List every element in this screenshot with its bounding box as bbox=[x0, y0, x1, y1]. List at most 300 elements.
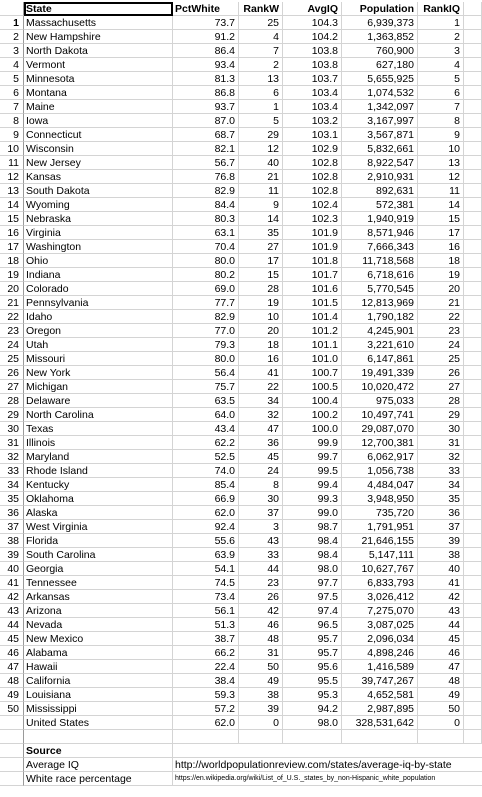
pctwhite-cell[interactable]: 87.0 bbox=[173, 114, 239, 128]
state-cell[interactable]: Massachusetts bbox=[24, 16, 173, 30]
pctwhite-cell[interactable]: 66.2 bbox=[173, 646, 239, 660]
state-cell[interactable]: Rhode Island bbox=[24, 464, 173, 478]
empty-cell[interactable] bbox=[464, 58, 482, 72]
avgiq-cell[interactable]: 99.9 bbox=[283, 436, 342, 450]
rankw-cell[interactable]: 12 bbox=[239, 142, 283, 156]
avgiq-cell[interactable]: 104.2 bbox=[283, 30, 342, 44]
pctwhite-cell[interactable]: 56.1 bbox=[173, 604, 239, 618]
pctwhite-cell[interactable]: 80.0 bbox=[173, 352, 239, 366]
population-cell[interactable]: 10,497,741 bbox=[342, 408, 418, 422]
rankiq-cell[interactable]: 34 bbox=[418, 478, 464, 492]
pctwhite-cell[interactable]: 75.7 bbox=[173, 380, 239, 394]
avgiq-cell[interactable]: 95.7 bbox=[283, 646, 342, 660]
state-cell[interactable]: New Jersey bbox=[24, 156, 173, 170]
row-header[interactable]: 47 bbox=[0, 660, 24, 674]
state-cell[interactable]: Alaska bbox=[24, 506, 173, 520]
row-header[interactable]: 9 bbox=[0, 128, 24, 142]
rankiq-cell[interactable]: 24 bbox=[418, 338, 464, 352]
population-cell[interactable]: 19,491,339 bbox=[342, 366, 418, 380]
population-cell[interactable]: 21,646,155 bbox=[342, 534, 418, 548]
empty-cell[interactable] bbox=[464, 16, 482, 30]
rankw-cell[interactable]: 24 bbox=[239, 464, 283, 478]
row-header[interactable] bbox=[0, 772, 24, 786]
avgiq-cell[interactable]: 102.8 bbox=[283, 170, 342, 184]
pctwhite-cell[interactable]: 57.2 bbox=[173, 702, 239, 716]
avgiq-cell[interactable]: 101.5 bbox=[283, 296, 342, 310]
rankw-cell[interactable]: 23 bbox=[239, 576, 283, 590]
population-cell[interactable]: 4,898,246 bbox=[342, 646, 418, 660]
avgiq-cell[interactable]: 98.4 bbox=[283, 534, 342, 548]
empty-cell[interactable] bbox=[464, 716, 482, 730]
rankiq-cell[interactable]: 48 bbox=[418, 674, 464, 688]
state-cell[interactable]: South Dakota bbox=[24, 184, 173, 198]
rankw-cell[interactable]: 32 bbox=[239, 408, 283, 422]
row-header[interactable] bbox=[0, 758, 24, 772]
rankw-cell[interactable]: 50 bbox=[239, 660, 283, 674]
empty-cell[interactable] bbox=[464, 170, 482, 184]
rankiq-cell[interactable]: 14 bbox=[418, 198, 464, 212]
rankw-cell[interactable]: 31 bbox=[239, 646, 283, 660]
state-cell[interactable]: Vermont bbox=[24, 58, 173, 72]
avgiq-cell[interactable]: 97.5 bbox=[283, 590, 342, 604]
rankw-cell[interactable]: 19 bbox=[239, 296, 283, 310]
avgiq-cell[interactable]: 99.3 bbox=[283, 492, 342, 506]
rankiq-cell[interactable]: 37 bbox=[418, 520, 464, 534]
empty-cell[interactable] bbox=[464, 450, 482, 464]
population-cell[interactable]: 3,948,950 bbox=[342, 492, 418, 506]
rankw-cell[interactable]: 29 bbox=[239, 128, 283, 142]
avgiq-cell[interactable]: 98.7 bbox=[283, 520, 342, 534]
rankw-cell[interactable]: 5 bbox=[239, 114, 283, 128]
empty-cell[interactable] bbox=[464, 212, 482, 226]
header-avgiq[interactable]: AvgIQ bbox=[283, 2, 342, 16]
row-header[interactable]: 43 bbox=[0, 604, 24, 618]
rankiq-cell[interactable]: 20 bbox=[418, 282, 464, 296]
empty-cell[interactable] bbox=[464, 268, 482, 282]
empty-cell[interactable] bbox=[283, 730, 342, 744]
rankiq-cell[interactable]: 5 bbox=[418, 72, 464, 86]
state-cell[interactable]: Wisconsin bbox=[24, 142, 173, 156]
population-cell[interactable]: 735,720 bbox=[342, 506, 418, 520]
pctwhite-cell[interactable]: 76.8 bbox=[173, 170, 239, 184]
rankw-cell[interactable]: 39 bbox=[239, 702, 283, 716]
row-header[interactable]: 4 bbox=[0, 58, 24, 72]
row-header[interactable]: 30 bbox=[0, 422, 24, 436]
header-state[interactable]: State bbox=[24, 2, 173, 16]
population-cell[interactable]: 328,531,642 bbox=[342, 716, 418, 730]
state-cell[interactable]: Mississippi bbox=[24, 702, 173, 716]
rankiq-cell[interactable]: 4 bbox=[418, 58, 464, 72]
row-header[interactable]: 19 bbox=[0, 268, 24, 282]
population-cell[interactable]: 5,832,661 bbox=[342, 142, 418, 156]
row-header[interactable]: 31 bbox=[0, 436, 24, 450]
population-cell[interactable]: 6,833,793 bbox=[342, 576, 418, 590]
pctwhite-cell[interactable]: 68.7 bbox=[173, 128, 239, 142]
row-header[interactable]: 34 bbox=[0, 478, 24, 492]
state-cell[interactable]: South Carolina bbox=[24, 548, 173, 562]
pctwhite-cell[interactable]: 93.4 bbox=[173, 58, 239, 72]
pctwhite-cell[interactable]: 82.9 bbox=[173, 310, 239, 324]
row-header[interactable]: 15 bbox=[0, 212, 24, 226]
rankiq-cell[interactable]: 8 bbox=[418, 114, 464, 128]
avgiq-cell[interactable]: 102.9 bbox=[283, 142, 342, 156]
population-cell[interactable]: 12,813,969 bbox=[342, 296, 418, 310]
rankw-cell[interactable]: 33 bbox=[239, 548, 283, 562]
avgiq-cell[interactable]: 103.2 bbox=[283, 114, 342, 128]
avgiq-cell[interactable]: 94.2 bbox=[283, 702, 342, 716]
state-cell[interactable]: Arkansas bbox=[24, 590, 173, 604]
rankiq-cell[interactable]: 35 bbox=[418, 492, 464, 506]
empty-cell[interactable] bbox=[464, 296, 482, 310]
rankiq-cell[interactable]: 45 bbox=[418, 632, 464, 646]
row-header[interactable]: 45 bbox=[0, 632, 24, 646]
population-cell[interactable]: 6,147,861 bbox=[342, 352, 418, 366]
population-cell[interactable]: 1,342,097 bbox=[342, 100, 418, 114]
rankiq-cell[interactable]: 19 bbox=[418, 268, 464, 282]
rankw-cell[interactable]: 41 bbox=[239, 366, 283, 380]
row-header[interactable]: 33 bbox=[0, 464, 24, 478]
avgiq-cell[interactable]: 103.1 bbox=[283, 128, 342, 142]
state-cell[interactable]: Colorado bbox=[24, 282, 173, 296]
empty-cell[interactable] bbox=[464, 100, 482, 114]
pctwhite-cell[interactable]: 56.7 bbox=[173, 156, 239, 170]
rankw-cell[interactable]: 47 bbox=[239, 422, 283, 436]
pctwhite-cell[interactable]: 73.4 bbox=[173, 590, 239, 604]
population-cell[interactable]: 975,033 bbox=[342, 394, 418, 408]
rankiq-cell[interactable]: 43 bbox=[418, 604, 464, 618]
empty-cell[interactable] bbox=[464, 128, 482, 142]
pctwhite-cell[interactable]: 81.3 bbox=[173, 72, 239, 86]
row-header[interactable]: 42 bbox=[0, 590, 24, 604]
state-cell[interactable]: Maryland bbox=[24, 450, 173, 464]
state-cell[interactable]: Iowa bbox=[24, 114, 173, 128]
rankw-cell[interactable]: 10 bbox=[239, 310, 283, 324]
state-cell[interactable]: Hawaii bbox=[24, 660, 173, 674]
avgiq-cell[interactable]: 101.0 bbox=[283, 352, 342, 366]
population-cell[interactable]: 3,167,997 bbox=[342, 114, 418, 128]
population-cell[interactable]: 7,275,070 bbox=[342, 604, 418, 618]
avgiq-cell[interactable]: 103.7 bbox=[283, 72, 342, 86]
empty-cell[interactable] bbox=[464, 688, 482, 702]
rankw-cell[interactable]: 43 bbox=[239, 534, 283, 548]
row-header[interactable] bbox=[0, 730, 24, 744]
empty-cell[interactable] bbox=[464, 604, 482, 618]
row-header[interactable]: 7 bbox=[0, 100, 24, 114]
empty-cell[interactable] bbox=[24, 730, 173, 744]
pctwhite-cell[interactable]: 51.3 bbox=[173, 618, 239, 632]
pctwhite-cell[interactable]: 55.6 bbox=[173, 534, 239, 548]
avgiq-cell[interactable]: 98.0 bbox=[283, 562, 342, 576]
rankw-cell[interactable]: 28 bbox=[239, 282, 283, 296]
rankw-cell[interactable]: 34 bbox=[239, 394, 283, 408]
state-cell[interactable]: New Hampshire bbox=[24, 30, 173, 44]
pctwhite-cell[interactable]: 80.3 bbox=[173, 212, 239, 226]
empty-cell[interactable] bbox=[464, 520, 482, 534]
rankiq-cell[interactable]: 46 bbox=[418, 646, 464, 660]
rankw-cell[interactable]: 18 bbox=[239, 338, 283, 352]
rankiq-cell[interactable]: 27 bbox=[418, 380, 464, 394]
population-cell[interactable]: 1,790,182 bbox=[342, 310, 418, 324]
population-cell[interactable]: 1,940,919 bbox=[342, 212, 418, 226]
avgiq-cell[interactable]: 101.8 bbox=[283, 254, 342, 268]
population-cell[interactable]: 7,666,343 bbox=[342, 240, 418, 254]
avgiq-cell[interactable]: 95.6 bbox=[283, 660, 342, 674]
state-cell[interactable]: West Virginia bbox=[24, 520, 173, 534]
rankw-cell[interactable]: 1 bbox=[239, 100, 283, 114]
pctwhite-cell[interactable]: 66.9 bbox=[173, 492, 239, 506]
row-header[interactable]: 23 bbox=[0, 324, 24, 338]
row-header-corner[interactable] bbox=[0, 2, 24, 16]
row-header[interactable]: 48 bbox=[0, 674, 24, 688]
empty-cell[interactable] bbox=[464, 674, 482, 688]
state-cell[interactable]: Georgia bbox=[24, 562, 173, 576]
empty-cell[interactable] bbox=[418, 730, 464, 744]
pctwhite-cell[interactable]: 62.0 bbox=[173, 506, 239, 520]
empty-cell[interactable] bbox=[464, 30, 482, 44]
state-cell[interactable]: Indiana bbox=[24, 268, 173, 282]
rankiq-cell[interactable]: 30 bbox=[418, 422, 464, 436]
row-header[interactable]: 32 bbox=[0, 450, 24, 464]
pctwhite-cell[interactable]: 82.9 bbox=[173, 184, 239, 198]
rankiq-cell[interactable]: 39 bbox=[418, 534, 464, 548]
row-header[interactable]: 20 bbox=[0, 282, 24, 296]
rankw-cell[interactable]: 11 bbox=[239, 184, 283, 198]
rankw-cell[interactable]: 13 bbox=[239, 72, 283, 86]
row-header[interactable]: 28 bbox=[0, 394, 24, 408]
empty-cell[interactable] bbox=[239, 730, 283, 744]
avgiq-cell[interactable]: 103.8 bbox=[283, 58, 342, 72]
rankiq-cell[interactable]: 49 bbox=[418, 688, 464, 702]
empty-cell[interactable] bbox=[464, 408, 482, 422]
population-cell[interactable]: 3,567,871 bbox=[342, 128, 418, 142]
avgiq-cell[interactable]: 102.8 bbox=[283, 156, 342, 170]
row-header[interactable] bbox=[0, 716, 24, 730]
rankw-cell[interactable]: 7 bbox=[239, 44, 283, 58]
avgiq-cell[interactable]: 100.2 bbox=[283, 408, 342, 422]
rankiq-cell[interactable]: 40 bbox=[418, 562, 464, 576]
avgiq-cell[interactable]: 101.9 bbox=[283, 240, 342, 254]
source-avg-iq-url[interactable]: http://worldpopulationreview.com/states/average-iq-by-state bbox=[173, 758, 482, 772]
empty-cell[interactable] bbox=[464, 142, 482, 156]
avgiq-cell[interactable]: 98.0 bbox=[283, 716, 342, 730]
avgiq-cell[interactable]: 102.4 bbox=[283, 198, 342, 212]
avgiq-cell[interactable]: 96.5 bbox=[283, 618, 342, 632]
pctwhite-cell[interactable]: 22.4 bbox=[173, 660, 239, 674]
row-header[interactable] bbox=[0, 744, 24, 758]
rankiq-cell[interactable]: 11 bbox=[418, 184, 464, 198]
population-cell[interactable]: 3,087,025 bbox=[342, 618, 418, 632]
state-cell[interactable]: Florida bbox=[24, 534, 173, 548]
pctwhite-cell[interactable]: 64.0 bbox=[173, 408, 239, 422]
rankw-cell[interactable]: 36 bbox=[239, 436, 283, 450]
pctwhite-cell[interactable]: 59.3 bbox=[173, 688, 239, 702]
avgiq-cell[interactable]: 101.7 bbox=[283, 268, 342, 282]
rankiq-cell[interactable]: 3 bbox=[418, 44, 464, 58]
state-cell[interactable]: Maine bbox=[24, 100, 173, 114]
header-population[interactable]: Population bbox=[342, 2, 418, 16]
rankw-cell[interactable]: 48 bbox=[239, 632, 283, 646]
pctwhite-cell[interactable]: 74.0 bbox=[173, 464, 239, 478]
rankiq-cell[interactable]: 26 bbox=[418, 366, 464, 380]
rankiq-cell[interactable]: 6 bbox=[418, 86, 464, 100]
empty-cell[interactable] bbox=[464, 632, 482, 646]
row-header[interactable]: 17 bbox=[0, 240, 24, 254]
avgiq-cell[interactable]: 100.5 bbox=[283, 380, 342, 394]
rankw-cell[interactable]: 16 bbox=[239, 352, 283, 366]
empty-cell[interactable] bbox=[464, 562, 482, 576]
pctwhite-cell[interactable]: 63.1 bbox=[173, 226, 239, 240]
state-cell[interactable]: Minnesota bbox=[24, 72, 173, 86]
empty-cell[interactable] bbox=[464, 338, 482, 352]
state-cell[interactable]: North Dakota bbox=[24, 44, 173, 58]
empty-cell[interactable] bbox=[464, 576, 482, 590]
row-header[interactable]: 6 bbox=[0, 86, 24, 100]
rankiq-cell[interactable]: 50 bbox=[418, 702, 464, 716]
population-cell[interactable]: 10,627,767 bbox=[342, 562, 418, 576]
population-cell[interactable]: 8,571,946 bbox=[342, 226, 418, 240]
rankw-cell[interactable]: 35 bbox=[239, 226, 283, 240]
row-header[interactable]: 26 bbox=[0, 366, 24, 380]
rankiq-cell[interactable]: 28 bbox=[418, 394, 464, 408]
row-header[interactable]: 37 bbox=[0, 520, 24, 534]
rankiq-cell[interactable]: 15 bbox=[418, 212, 464, 226]
population-cell[interactable]: 6,718,616 bbox=[342, 268, 418, 282]
empty-cell[interactable] bbox=[464, 730, 482, 744]
state-cell[interactable]: Michigan bbox=[24, 380, 173, 394]
avgiq-cell[interactable]: 97.7 bbox=[283, 576, 342, 590]
empty-cell[interactable] bbox=[464, 114, 482, 128]
state-cell[interactable]: Nevada bbox=[24, 618, 173, 632]
pctwhite-cell[interactable]: 38.7 bbox=[173, 632, 239, 646]
rankw-cell[interactable]: 30 bbox=[239, 492, 283, 506]
empty-cell[interactable] bbox=[464, 86, 482, 100]
row-header[interactable]: 5 bbox=[0, 72, 24, 86]
rankw-cell[interactable]: 15 bbox=[239, 268, 283, 282]
avgiq-cell[interactable]: 102.3 bbox=[283, 212, 342, 226]
population-cell[interactable]: 760,900 bbox=[342, 44, 418, 58]
rankiq-cell[interactable]: 25 bbox=[418, 352, 464, 366]
rankw-cell[interactable]: 46 bbox=[239, 618, 283, 632]
rankiq-cell[interactable]: 18 bbox=[418, 254, 464, 268]
population-cell[interactable]: 2,910,931 bbox=[342, 170, 418, 184]
empty-cell[interactable] bbox=[464, 310, 482, 324]
row-header[interactable]: 22 bbox=[0, 310, 24, 324]
state-cell[interactable]: Illinois bbox=[24, 436, 173, 450]
pctwhite-cell[interactable]: 52.5 bbox=[173, 450, 239, 464]
population-cell[interactable]: 5,655,925 bbox=[342, 72, 418, 86]
avgiq-cell[interactable]: 99.7 bbox=[283, 450, 342, 464]
rankiq-cell[interactable]: 1 bbox=[418, 16, 464, 30]
state-cell[interactable]: Kentucky bbox=[24, 478, 173, 492]
rankiq-cell[interactable]: 36 bbox=[418, 506, 464, 520]
population-cell[interactable]: 1,791,951 bbox=[342, 520, 418, 534]
empty-cell[interactable] bbox=[464, 534, 482, 548]
rankw-cell[interactable]: 38 bbox=[239, 688, 283, 702]
row-header[interactable]: 40 bbox=[0, 562, 24, 576]
state-cell[interactable]: Oregon bbox=[24, 324, 173, 338]
row-header[interactable]: 21 bbox=[0, 296, 24, 310]
rankw-cell[interactable]: 37 bbox=[239, 506, 283, 520]
state-cell[interactable]: Oklahoma bbox=[24, 492, 173, 506]
avgiq-cell[interactable]: 101.6 bbox=[283, 282, 342, 296]
empty-cell[interactable] bbox=[464, 2, 482, 16]
avgiq-cell[interactable]: 102.8 bbox=[283, 184, 342, 198]
header-rankw[interactable]: RankW bbox=[239, 2, 283, 16]
empty-cell[interactable] bbox=[464, 660, 482, 674]
rankiq-cell[interactable]: 21 bbox=[418, 296, 464, 310]
avgiq-cell[interactable]: 101.4 bbox=[283, 310, 342, 324]
rankiq-cell[interactable]: 23 bbox=[418, 324, 464, 338]
empty-cell[interactable] bbox=[464, 464, 482, 478]
avgiq-cell[interactable]: 99.5 bbox=[283, 464, 342, 478]
avgiq-cell[interactable]: 104.3 bbox=[283, 16, 342, 30]
population-cell[interactable]: 1,074,532 bbox=[342, 86, 418, 100]
row-header[interactable]: 49 bbox=[0, 688, 24, 702]
pctwhite-cell[interactable]: 69.0 bbox=[173, 282, 239, 296]
state-cell[interactable]: Montana bbox=[24, 86, 173, 100]
state-cell[interactable]: New York bbox=[24, 366, 173, 380]
state-cell[interactable]: Arizona bbox=[24, 604, 173, 618]
pctwhite-cell[interactable]: 62.2 bbox=[173, 436, 239, 450]
population-cell[interactable]: 4,652,581 bbox=[342, 688, 418, 702]
rankw-cell[interactable]: 44 bbox=[239, 562, 283, 576]
row-header[interactable]: 12 bbox=[0, 170, 24, 184]
rankw-cell[interactable]: 45 bbox=[239, 450, 283, 464]
rankiq-cell[interactable]: 38 bbox=[418, 548, 464, 562]
rankiq-cell[interactable]: 13 bbox=[418, 156, 464, 170]
avgiq-cell[interactable]: 100.4 bbox=[283, 394, 342, 408]
state-cell[interactable]: Missouri bbox=[24, 352, 173, 366]
row-header[interactable]: 13 bbox=[0, 184, 24, 198]
rankw-cell[interactable]: 40 bbox=[239, 156, 283, 170]
empty-cell[interactable] bbox=[464, 618, 482, 632]
population-cell[interactable]: 39,747,267 bbox=[342, 674, 418, 688]
rankw-cell[interactable]: 49 bbox=[239, 674, 283, 688]
row-header[interactable]: 46 bbox=[0, 646, 24, 660]
row-header[interactable]: 18 bbox=[0, 254, 24, 268]
empty-cell[interactable] bbox=[464, 394, 482, 408]
population-cell[interactable]: 627,180 bbox=[342, 58, 418, 72]
pctwhite-cell[interactable]: 73.7 bbox=[173, 16, 239, 30]
rankiq-cell[interactable]: 16 bbox=[418, 240, 464, 254]
pctwhite-cell[interactable]: 86.4 bbox=[173, 44, 239, 58]
population-cell[interactable]: 892,631 bbox=[342, 184, 418, 198]
row-header[interactable]: 27 bbox=[0, 380, 24, 394]
pctwhite-cell[interactable]: 62.0 bbox=[173, 716, 239, 730]
rankiq-cell[interactable]: 9 bbox=[418, 128, 464, 142]
population-cell[interactable]: 10,020,472 bbox=[342, 380, 418, 394]
state-cell[interactable]: Pennsylvania bbox=[24, 296, 173, 310]
empty-cell[interactable] bbox=[173, 744, 482, 758]
rankw-cell[interactable]: 42 bbox=[239, 604, 283, 618]
rankiq-cell[interactable]: 44 bbox=[418, 618, 464, 632]
empty-cell[interactable] bbox=[464, 478, 482, 492]
source-avg-iq-label[interactable]: Average IQ bbox=[24, 758, 173, 772]
empty-cell[interactable] bbox=[464, 380, 482, 394]
avgiq-cell[interactable]: 97.4 bbox=[283, 604, 342, 618]
avgiq-cell[interactable]: 100.7 bbox=[283, 366, 342, 380]
rankw-cell[interactable]: 9 bbox=[239, 198, 283, 212]
pctwhite-cell[interactable]: 85.4 bbox=[173, 478, 239, 492]
pctwhite-cell[interactable]: 79.3 bbox=[173, 338, 239, 352]
rankiq-cell[interactable]: 17 bbox=[418, 226, 464, 240]
state-cell[interactable]: New Mexico bbox=[24, 632, 173, 646]
avgiq-cell[interactable]: 95.3 bbox=[283, 688, 342, 702]
state-cell[interactable]: California bbox=[24, 674, 173, 688]
row-header[interactable]: 29 bbox=[0, 408, 24, 422]
empty-cell[interactable] bbox=[464, 254, 482, 268]
row-header[interactable]: 11 bbox=[0, 156, 24, 170]
